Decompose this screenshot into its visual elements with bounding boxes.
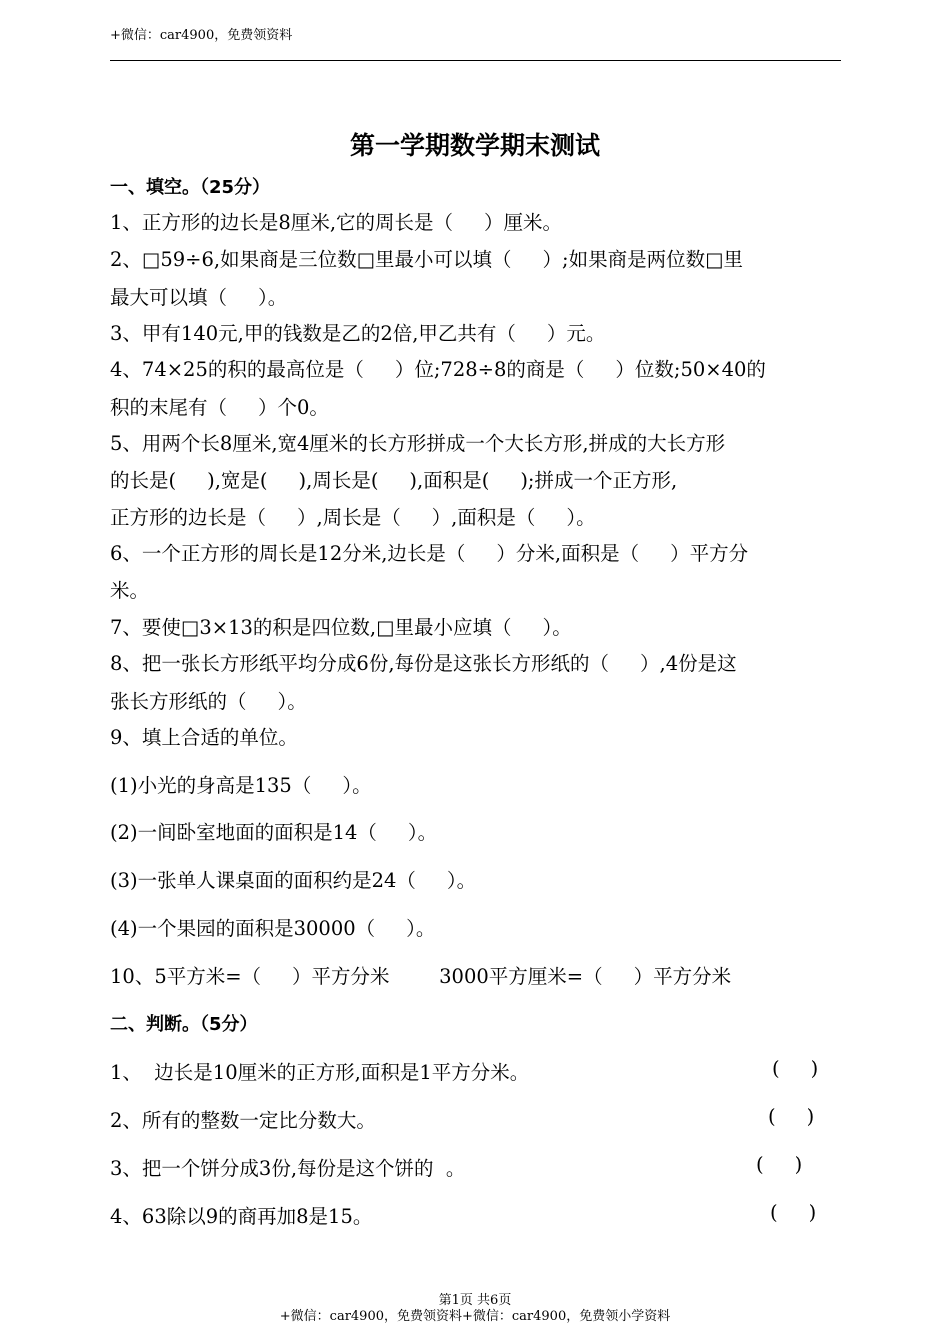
question-line: 积的末尾有（ ）个0。 [110,396,329,419]
question-line: (4)一个果园的面积是30000（ ）。 [110,917,436,940]
judgment-item-text: 2、所有的整数一定比分数大。 [110,1109,376,1132]
question-line: 6、一个正方形的周长是12分米,边长是（ ）分米,面积是（ ）平方分 [110,542,749,565]
section-2-heading: 二、判断。（5分） [110,1014,258,1035]
header-watermark: +微信：car4900，免费领资料 [110,28,293,43]
question-line: 张长方形纸的（ ）。 [110,690,307,713]
question-line: 正方形的边长是（ ）,周长是（ ）,面积是（ ）。 [110,506,596,529]
question-line: 2、□59÷6,如果商是三位数□里最小可以填（ ）;如果商是两位数□里 [110,248,743,271]
judgment-item-text: 3、把一个饼分成3份,每份是这个饼的 。 [110,1157,466,1180]
judgment-item-text: 4、63除以9的商再加8是15。 [110,1205,373,1228]
question-line: 最大可以填（ ）。 [110,286,288,309]
answer-parentheses: ( ) [756,1153,803,1176]
answer-parentheses: ( ) [768,1105,815,1128]
answer-parentheses: ( ) [770,1201,817,1224]
answer-parentheses: ( ) [772,1057,819,1080]
question-line: 7、要使□3×13的积是四位数,□里最小应填（ ）。 [110,616,572,639]
question-line: 9、填上合适的单位。 [110,726,298,749]
judgment-item-text: 1、 边长是10厘米的正方形,面积是1平方分米。 [110,1061,530,1084]
header-rule [110,60,841,61]
section-1-heading: 一、填空。（25分） [110,177,271,198]
question-line: 1、正方形的边长是8厘米,它的周长是（ ）厘米。 [110,211,563,234]
question-line: (1)小光的身高是135（ ）。 [110,774,372,797]
question-line: 的长是( ),宽是( ),周长是( ),面积是( );拼成一个正方形, [110,469,678,492]
question-line: 3、甲有140元,甲的钱数是乙的2倍,甲乙共有（ ）元。 [110,322,606,345]
question-line: (3)一张单人课桌面的面积约是24（ ）。 [110,869,477,892]
question-line: 8、把一张长方形纸平均分成6份,每份是这张长方形纸的（ ）,4份是这 [110,652,737,675]
footer-watermark: +微信：car4900，免费领资料+微信：car4900，免费领小学资料 [279,1309,671,1324]
question-line: (2)一间卧室地面的面积是14（ ）。 [110,821,438,844]
question-line: 米。 [110,579,150,602]
question-line: 5、用两个长8厘米,宽4厘米的长方形拼成一个大长方形,拼成的大长方形 [110,432,726,455]
page-number: 第1页 共6页 [438,1293,512,1308]
page-title: 第一学期数学期末测试 [349,131,600,160]
question-line: 10、5平方米=（ ）平方分米 3000平方厘米=（ ）平方分米 [110,965,732,988]
question-line: 4、74×25的积的最高位是（ ）位;728÷8的商是（ ）位数;50×40的 [110,358,766,381]
